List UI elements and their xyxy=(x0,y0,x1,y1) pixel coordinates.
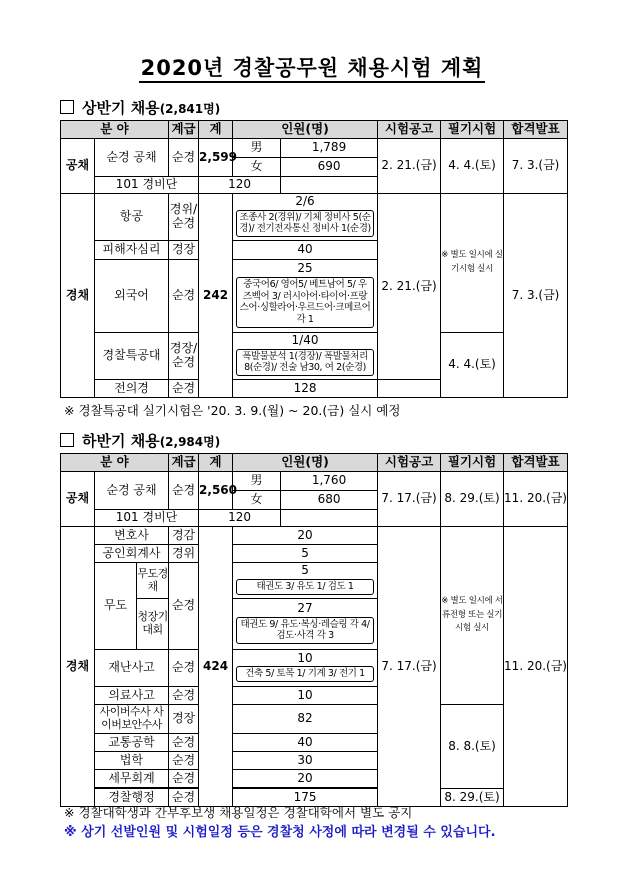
male-label: 男 xyxy=(233,139,281,158)
written-date: 4. 4.(토) xyxy=(441,139,504,194)
count-cell xyxy=(233,650,378,687)
male-count: 1,789 xyxy=(281,139,378,158)
checkbox-icon xyxy=(60,433,74,447)
field-foreign: 외국어 xyxy=(95,260,169,333)
category-gyeongchae: 경채 xyxy=(61,194,95,398)
total-cell: 242 xyxy=(199,194,233,398)
header-grade: 계급 xyxy=(169,454,199,472)
section-heading-first-half: 상반기 채용(2,841명) xyxy=(60,97,220,118)
total-cell: 2,599 xyxy=(199,139,233,177)
field-disaster: 재난사고 xyxy=(95,650,169,687)
grade-cell: 순경 xyxy=(169,563,199,650)
count-cell: 20 xyxy=(233,770,378,788)
header-quota: 인원(명) xyxy=(233,454,378,472)
table-header-row xyxy=(61,454,568,472)
notice-date: 2. 21.(금) xyxy=(378,194,441,380)
field-guard: 101 경비단 xyxy=(95,177,199,194)
count-cell: 5 xyxy=(233,545,378,563)
martial-youth-detail: 태권도 9/ 유도·복싱·레슬링 각 4/ 검도·사격 각 3 xyxy=(236,617,374,645)
header-field: 분 야 xyxy=(61,454,169,472)
first-half-table xyxy=(60,120,568,398)
footnote-special: ※ 경찰특공대 실기시험은 '20. 3. 9.(월) ~ 20.(금) 실시 예정 xyxy=(64,403,401,418)
field-psych: 피해자심리 xyxy=(95,241,169,260)
grade-cell: 경장/순경 xyxy=(169,333,199,380)
aviation-count: 2/6 xyxy=(295,193,315,208)
count-cell: 10 xyxy=(233,687,378,705)
page-title: 2020년 경찰공무원 채용시험 계획 xyxy=(0,52,624,82)
grade-cell: 경위 xyxy=(169,545,199,563)
footnote-police-univ: ※ 경찰대학생과 간부후보생 채용일정은 경찰대학에서 별도 공지 xyxy=(64,805,413,820)
table-row xyxy=(61,705,568,734)
header-written: 필기시험 xyxy=(441,121,504,139)
field-sungyeong: 순경 공채 xyxy=(95,472,169,510)
grade-cell: 순경 xyxy=(169,770,199,788)
count-cell: 40 xyxy=(233,241,378,260)
field-guard: 101 경비단 xyxy=(95,510,199,527)
header-field: 분 야 xyxy=(61,121,169,139)
disaster-detail: 건축 5/ 토목 1/ 기계 3/ 전기 1 xyxy=(236,666,374,682)
martial-youth-count: 27 xyxy=(297,600,313,615)
male-count: 1,760 xyxy=(281,472,378,491)
disaster-count: 10 xyxy=(297,650,313,665)
female-label: 女 xyxy=(233,491,281,510)
count-cell xyxy=(233,194,378,241)
count-cell xyxy=(233,333,378,380)
field-martial: 무도 xyxy=(95,563,137,650)
martial-comp-detail: 태권도 3/ 유도 1/ 검도 1 xyxy=(236,579,374,595)
grade-cell: 순경 xyxy=(169,734,199,752)
count-cell: 120 xyxy=(199,510,281,527)
field-traffic: 교통공학 xyxy=(95,734,169,752)
count-cell xyxy=(233,599,378,650)
empty-cell xyxy=(378,380,441,398)
header-grade: 계급 xyxy=(169,121,199,139)
count-cell: 30 xyxy=(233,752,378,770)
table-row xyxy=(61,472,568,491)
grade-cell: 경장 xyxy=(169,705,199,734)
field-medical: 의료사고 xyxy=(95,687,169,705)
field-aviation: 항공 xyxy=(95,194,169,241)
header-result: 합격발표 xyxy=(504,454,568,472)
grade-cell: 순경 xyxy=(169,650,199,687)
grade-cell: 순경 xyxy=(169,752,199,770)
grade-cell: 순경 xyxy=(169,472,199,510)
written-date: 8. 29.(토) xyxy=(441,789,504,807)
table-row xyxy=(61,194,568,241)
notice-date: 7. 17.(금) xyxy=(378,527,441,807)
field-special: 경찰특공대 xyxy=(95,333,169,380)
result-date: 7. 3.(금) xyxy=(504,139,568,194)
foreign-count: 25 xyxy=(297,260,313,275)
count-cell: 40 xyxy=(233,734,378,752)
notice-date: 7. 17.(금) xyxy=(378,472,441,527)
header-total: 계 xyxy=(199,121,233,139)
checkbox-icon xyxy=(60,100,74,114)
count-cell xyxy=(233,563,378,599)
total-cell: 424 xyxy=(199,527,233,807)
female-count: 680 xyxy=(281,491,378,510)
count-cell: 175 xyxy=(233,789,378,807)
foreign-detail: 중국어6/ 영어5/ 베트남어 5/ 우즈벡어 3/ 러시아어·타이어·프랑스어·싱할라어·우르드어·크메르어 각 1 xyxy=(236,277,374,329)
special-detail: 폭발물분석 1(경장)/ 폭발물처리 8(순경)/ 전술 남30, 여 2(순경) xyxy=(236,349,374,377)
category-gongchae: 공채 xyxy=(61,139,95,194)
notice-date: 2. 21.(금) xyxy=(378,139,441,194)
field-tax: 세무회계 xyxy=(95,770,169,788)
count-cell: 82 xyxy=(233,705,378,734)
count-cell xyxy=(233,260,378,333)
grade-cell: 순경 xyxy=(169,687,199,705)
written-date: 8. 8.(토) xyxy=(441,705,504,789)
result-date: 11. 20.(금) xyxy=(504,472,568,527)
female-count: 690 xyxy=(281,158,378,177)
written-date: 4. 4.(토) xyxy=(441,333,504,398)
field-cpa: 공인회계사 xyxy=(95,545,169,563)
table-row xyxy=(61,139,568,158)
table-row xyxy=(61,333,568,380)
header-notice: 시험공고 xyxy=(378,454,441,472)
count-cell: 120 xyxy=(199,177,281,194)
grade-cell: 순경 xyxy=(169,260,199,333)
total-cell: 2,560 xyxy=(199,472,233,510)
martial-comp-count: 5 xyxy=(301,563,309,578)
header-total: 계 xyxy=(199,454,233,472)
section-heading-second-half: 하반기 채용(2,984명) xyxy=(60,430,220,451)
count-cell: 128 xyxy=(233,380,378,398)
count-cell: 20 xyxy=(233,527,378,545)
female-label: 女 xyxy=(233,158,281,177)
male-label: 男 xyxy=(233,472,281,491)
aviation-detail: 조종사 2(경위)/ 기체 정비사 5(순경)/ 전기전자통신 정비사 1(순경) xyxy=(236,210,374,238)
category-gongchae: 공채 xyxy=(61,472,95,527)
result-date: 7. 3.(금) xyxy=(504,194,568,398)
grade-cell: 순경 xyxy=(169,139,199,177)
field-lawyer: 변호사 xyxy=(95,527,169,545)
category-gyeongchae: 경채 xyxy=(61,527,95,807)
header-notice: 시험공고 xyxy=(378,121,441,139)
grade-cell: 순경 xyxy=(169,789,199,807)
written-date: 8. 29.(토) xyxy=(441,472,504,527)
field-law: 법학 xyxy=(95,752,169,770)
result-date: 11. 20.(금) xyxy=(504,527,568,807)
field-martial-youth: 청장기대회 xyxy=(137,599,169,650)
header-written: 필기시험 xyxy=(441,454,504,472)
grade-cell: 경감 xyxy=(169,527,199,545)
special-count: 1/40 xyxy=(291,332,319,347)
field-sungyeong: 순경 공채 xyxy=(95,139,169,177)
header-result: 합격발표 xyxy=(504,121,568,139)
grade-cell: 경장 xyxy=(169,241,199,260)
field-combat: 전의경 xyxy=(95,380,169,398)
field-admin: 경찰행정 xyxy=(95,789,169,807)
field-martial-comp: 무도경채 xyxy=(137,563,169,599)
grade-cell: 경위/순경 xyxy=(169,194,199,241)
footnote-change-notice: ※ 상기 선발인원 및 시험일정 등은 경찰청 사정에 따라 변경될 수 있습니다. xyxy=(64,825,496,840)
header-quota: 인원(명) xyxy=(233,121,378,139)
second-half-table xyxy=(60,453,568,807)
written-note: ※ 별도 일시에 실기시험 실시 xyxy=(441,194,504,333)
table-header-row xyxy=(61,121,568,139)
written-note: ※ 별도 일시에 서류전형 또는 실기시험 실시 xyxy=(441,527,504,705)
field-cyber: 사이버수사 사이버보안수사 xyxy=(95,705,169,734)
grade-cell: 순경 xyxy=(169,380,199,398)
table-row xyxy=(61,527,568,545)
